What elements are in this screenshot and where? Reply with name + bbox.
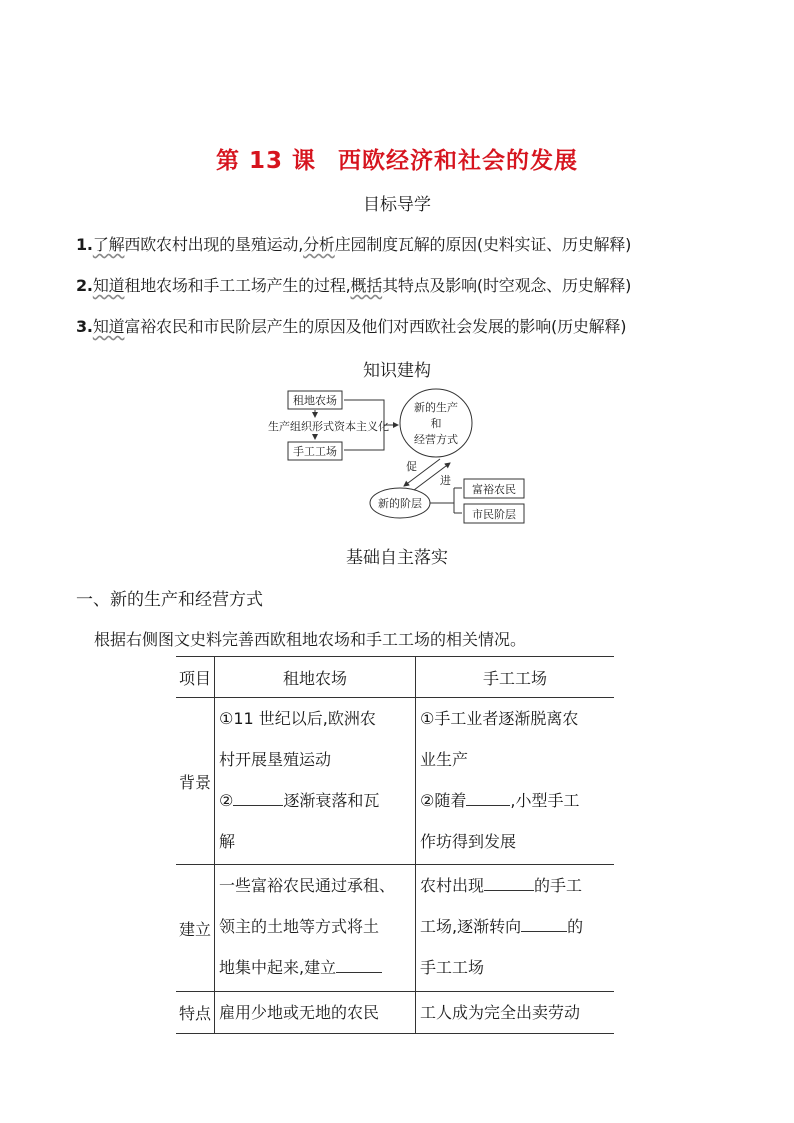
farm-features-cell: 雇用少地或无地的农民 [215,992,416,1034]
objective-1: 1.了解西欧农村出现的垦殖运动,分析庄园制度瓦解的原因(史料实证、历史解释) [76,235,632,254]
row-label: 背景 [176,698,215,865]
table-header-row [176,657,614,698]
new-mode-line-3: 经营方式 [414,433,458,446]
table-row-establish [176,865,614,992]
page-title [0,142,794,175]
answer-blank[interactable] [233,789,283,806]
objective-2: 2.知道租地农场和手工工场产生的过程,概括其特点及影响(时空观念、历史解释) [76,276,632,295]
promote-char-1: 促 [406,460,417,473]
farm-background-cell: ①11 世纪以后,欧洲农 村开展垦殖运动 ② 逐渐衰落和瓦 解 [215,698,416,865]
comparison-table [176,656,614,1034]
objective-3: 3.知道富裕农民和市民阶层产生的原因及他们对西欧社会发展的影响(历史解释) [76,317,627,336]
basics-heading: 基础自主落实 [346,548,448,568]
new-mode-line-2: 和 [430,417,442,430]
instruction-text: 根据右侧图文史料完善西欧租地农场和手工工场的相关情况。 [94,630,527,649]
table-row-background [176,698,614,865]
knowledge-diagram [264,386,534,528]
answer-blank[interactable] [336,956,382,973]
workshop-establish-cell: 农村出现 的手工 工场,逐渐转向 的 手工工场 [416,865,615,992]
lesson-topic: 西欧经济和社会的发展 [338,148,579,174]
row-label: 建立 [176,865,215,992]
farm-label: 租地农场 [293,394,337,407]
capitalism-label: 生产组织形式资本主义化 [268,420,389,433]
new-mode-line-1: 新的生产 [414,401,458,414]
new-class-label: 新的阶层 [378,497,422,510]
structure-heading: 知识建构 [363,361,431,381]
promote-char-2: 进 [440,474,451,487]
workshop-background-cell: ①手工业者逐渐脱离农 业生产 ②随着 ,小型手工 作坊得到发展 [416,698,615,865]
lesson-number: 第 13 课 [215,148,317,174]
workshop-features-cell: 工人成为完全出卖劳动 [416,992,615,1034]
table-row-features [176,992,614,1034]
header-item: 项目 [176,657,215,698]
answer-blank[interactable] [466,789,510,806]
header-farm: 租地农场 [215,657,416,698]
answer-blank[interactable] [521,915,567,932]
objectives-heading: 目标导学 [363,195,431,215]
workshop-label: 手工工场 [293,445,337,458]
header-workshop: 手工工场 [416,657,615,698]
row-label: 特点 [176,992,215,1034]
farm-establish-cell: 一些富裕农民通过承租、 领主的土地等方式将土 地集中起来,建立 [215,865,416,992]
part-one-title: 一、新的生产和经营方式 [76,590,263,610]
answer-blank[interactable] [484,874,534,891]
citizens-label: 市民阶层 [472,508,516,521]
rich-farmers-label: 富裕农民 [472,483,516,496]
